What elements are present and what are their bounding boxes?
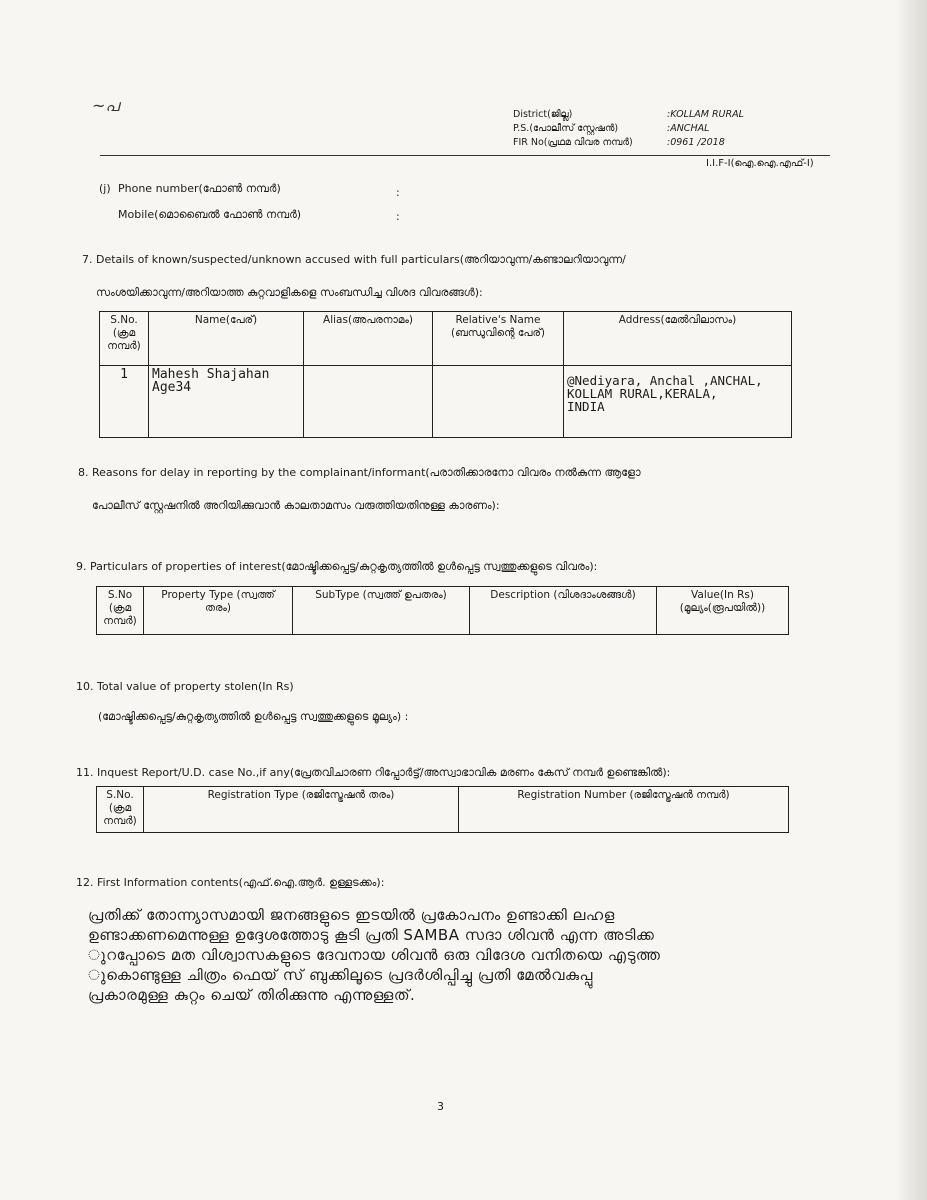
accused-table <box>99 311 792 438</box>
accused-name: Mahesh Shajahan <box>152 367 270 382</box>
mobile-label: Mobile(മൊബൈൽ ഫോൺ നമ്പർ) <box>118 208 302 221</box>
section10-title: 10. Total value of property stolen(In Rs) <box>76 680 294 693</box>
accused-sno: 1 <box>100 366 149 438</box>
fir-label: FIR No(പ്രഥമ വിവര നമ്പർ) <box>513 137 633 148</box>
table-header-row <box>97 787 789 833</box>
section9-title: 9. Particulars of properties of interest(മോഷ്ടിക്കപ്പെട്ട/കുറ്റകൃത്യത്തിൽ ഉൾപ്പെട്ട സ്വത്തുക്കളുടെ വിവരം): <box>76 560 598 573</box>
corner-mark: ~പ <box>92 96 120 115</box>
section11-title: 11. Inquest Report/U.D. case No.,if any(പ്രേതവിചാരണ റിപ്പോർട്ട്/അസ്വാഭാവിക മരണം കേസ് നമ്പർ ഉണ്ടെങ്കിൽ): <box>76 766 671 779</box>
fir-value: :0961 /2018 <box>667 137 725 148</box>
ps-value: :ANCHAL <box>667 123 710 134</box>
accused-address-line: KOLLAM RURAL,KERALA, <box>567 386 718 401</box>
content-line: പ്രതിക്ക് തോന്ന്യാസമായി ജനങ്ങളുടെ ഇടയിൽ പ്രകോപനം ഉണ്ടാക്കി ലഹള <box>88 906 615 924</box>
fir-content <box>88 905 808 1005</box>
inquest-table <box>96 786 789 833</box>
col-header-relative: Relative's Name (ബന്ധുവിന്റെ പേര്) <box>433 312 564 366</box>
accused-address-line: INDIA <box>567 399 605 414</box>
accused-name-cell <box>149 366 304 438</box>
accused-age: Age34 <box>152 380 192 395</box>
accused-address-line: @Nediyara, Anchal ,ANCHAL, <box>567 373 763 388</box>
section10-subtitle: (മോഷ്ടിക്കപ്പെട്ട/കുറ്റകൃത്യത്തിൽ ഉൾപ്പെട്ട സ്വത്തുക്കളുടെ മൂല്യം) : <box>98 710 409 723</box>
phone-label: Phone number(ഫോൺ നമ്പർ) <box>118 182 281 195</box>
col-header-registration-number: Registration Number (രജിസ്ട്രേഷൻ നമ്പർ) <box>459 787 789 833</box>
col-header-sno: S.No. (ക്രമ നമ്പർ) <box>97 787 144 833</box>
header-divider <box>100 155 830 156</box>
table-header-row <box>100 312 792 366</box>
section12-title: 12. First Information contents(എഫ്.ഐ.ആർ. ഉള്ളടക്കം): <box>76 876 385 889</box>
col-header-sno: S.No.(ക്രമ നമ്പർ) <box>100 312 149 366</box>
paper-edge <box>897 0 927 1200</box>
content-line: ഉണ്ടാക്കണമെന്നുള്ള ഉദ്ദേശത്തോടു കൂടി പ്രതി SAMBA സദാ ശിവൻ എന്ന അടിക്ക <box>88 926 655 944</box>
accused-alias <box>304 366 433 438</box>
col-header-sno: S.No (ക്രമ നമ്പർ) <box>97 587 144 635</box>
table-row <box>100 366 792 438</box>
district-value: :KOLLAM RURAL <box>667 109 744 120</box>
col-header-description: Description (വിശദാംശങ്ങൾ) <box>470 587 657 635</box>
col-header-property-type: Property Type (സ്വത്ത് തരം) <box>144 587 293 635</box>
col-header-value: Value(In Rs) (മൂല്യം(രൂപയിൽ)) <box>657 587 789 635</box>
content-line: ുകൊണ്ടുള്ള ചിത്രം ഫെയ് സ് ബുക്കിലൂടെ പ്രദർശിപ്പിച്ചു പ്രതി മേൽവകുപ്പു <box>88 966 593 984</box>
ps-label: P.S.(പോലീസ് സ്റ്റേഷൻ) <box>513 123 619 134</box>
accused-address-cell <box>564 366 792 438</box>
section7-title-cont: സംശയിക്കാവുന്ന/അറിയാത്ത കുറ്റവാളികളെ സംബന്ധിച്ച വിശദ വിവരങ്ങൾ): <box>96 286 483 299</box>
col-header-name: Name(പേര്) <box>149 312 304 366</box>
form-code: I.I.F-I(ഐ.ഐ.എഫ്-I) <box>706 158 814 169</box>
col-header-alias: Alias(അപരനാമം) <box>304 312 433 366</box>
property-table <box>96 586 789 635</box>
section8-title-cont: പോലീസ് സ്റ്റേഷനിൽ അറിയിക്കുവാൻ കാലതാമസം വരുത്തിയതിനുള്ള കാരണം): <box>92 499 500 512</box>
fir-header <box>513 108 833 154</box>
phone-colon: : <box>396 186 400 199</box>
page-number: 3 <box>437 1100 444 1113</box>
col-header-subtype: SubType (സ്വത്ത് ഉപതരം) <box>293 587 470 635</box>
phone-index: (j) <box>99 182 111 195</box>
content-line: പ്രകാരമുള്ള കുറ്റം ചെയ് തിരിക്കുന്നു എന്നുള്ളത്. <box>88 986 416 1004</box>
col-header-address: Address(മേൽവിലാസം) <box>564 312 792 366</box>
table-header-row <box>97 587 789 635</box>
accused-relative <box>433 366 564 438</box>
district-label: District(ജില്ല) <box>513 109 573 120</box>
content-line: ുറപ്പോടെ മത വിശ്വാസകളുടെ ദേവനായ ശിവൻ ഒരു വിദേശ വനിതയെ എടുത്ത <box>88 946 661 964</box>
mobile-colon: : <box>396 210 400 223</box>
section8-title: 8. Reasons for delay in reporting by the complainant/informant(പരാതിക്കാരനോ വിവരം നൽകുന്ന ആളോ <box>78 466 641 479</box>
col-header-registration-type: Registration Type (രജിസ്ട്രേഷൻ തരം) <box>144 787 459 833</box>
section7-title: 7. Details of known/suspected/unknown accused with full particulars(അറിയാവുന്ന/കണ്ടാലറിയാവുന്ന/ <box>82 253 626 266</box>
